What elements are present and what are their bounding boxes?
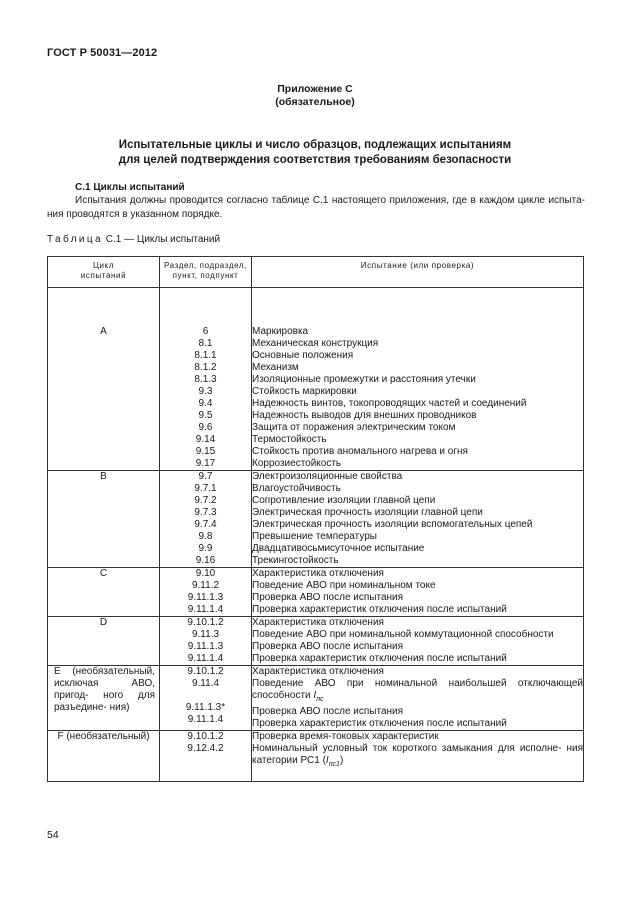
table-row: [48, 288, 584, 471]
table-row: [48, 731, 584, 782]
document-header: ГОСТ Р 50031—2012: [47, 47, 158, 59]
table-row: [48, 617, 584, 666]
test-cell: Маркировка Механическая конструкция Основные положения Механизм Изоляционные промежутки и расстояния утечки Стойкость маркировки Надежность винтов, токопроводящих частей и соединений Надежность выводов для внешних проводников Защита от поражения электрическим током Термостойкость Стойкость против аномального нагрева и огня Коррозиестойкость: [252, 288, 584, 471]
test-cell: Электроизоляционные свойства Влагоустойчивость Сопротивление изоляции главной цепи Электрическая прочность изоляции главной цепи Электрическая прочность изоляции вспомогательных цепей Превышение температуры Двадцативосьмисуточное испытание Трекингостойкость: [252, 471, 584, 568]
cycle-cell: E (необязательный, исключая АВО, пригод- ного для разъедине- ния): [48, 666, 160, 731]
table-header-row: [48, 257, 584, 288]
cycle-cell: C: [48, 568, 160, 617]
header-cycle: Цикл испытаний: [48, 257, 160, 288]
table-caption: [47, 234, 220, 245]
page-number: 54: [47, 829, 59, 841]
clause-cell: 9.10.1.2 9.11.3 9.11.1.3 9.11.1.4: [160, 617, 252, 666]
clause-cell: 9.10.1.2 9.12.4.2: [160, 731, 252, 782]
test-cell: Характеристика отключения Поведение АВО при номинальной коммутационной способности Проверка АВО после испытания Проверка характеристик отключения после испытаний: [252, 617, 584, 666]
clause-cell: 9.10 9.11.2 9.11.1.3 9.11.1.4: [160, 568, 252, 617]
annex-status: (обязательное): [275, 96, 355, 108]
test-cycles-table: [47, 256, 584, 782]
test-cell: Характеристика отключения Поведение АВО при номинальном токе Проверка АВО после испытания Проверка характеристик отключения после испытаний: [252, 568, 584, 617]
test-cell: Характеристика отключения Поведение АВО при номинальной наибольшей отключающей способности $I_{пс}$ Проверка АВО после испытания Проверка характеристик отключения после испытаний: [252, 666, 583, 729]
table-row: [48, 666, 584, 731]
page-title-line2: для целей подтверждения соответствия требованиям безопасности: [118, 154, 512, 166]
cycle-cell: D: [48, 617, 160, 666]
table-row: [48, 471, 584, 568]
page-title-line1: Испытательные циклы и число образцов, подлежащих испытаниям: [118, 139, 512, 151]
cycle-cell: B: [48, 471, 160, 568]
clause-cell: 9.7 9.7.1 9.7.2 9.7.3 9.7.4 9.8 9.9 9.16: [160, 471, 252, 568]
current-symbol: $I_{пс}$: [313, 690, 324, 703]
cycle-cell: F (необязательный): [48, 731, 160, 782]
section-heading: С.1 Циклы испытаний: [75, 182, 185, 193]
header-test: Испытание (или проверка): [252, 257, 584, 288]
table-caption-prefix: Таблица: [47, 234, 104, 245]
annex-title: Приложение С: [277, 83, 353, 95]
clause-cell: 6 8.1 8.1.1 8.1.2 8.1.3 9.3 9.4 9.5 9.6 9.14 9.15 9.17: [160, 288, 252, 471]
test-cell: Проверка время-токовых характеристик Номинальный условный ток короткого замыкания для исполне- ния категории РС1 $(I_{пс1})$: [252, 731, 584, 782]
header-clause: Раздел, подраздел, пункт, подпункт: [160, 257, 252, 288]
current-symbol: $I_{пс1}$: [325, 755, 340, 768]
clause-cell: 9.10.1.2 9.11.4 9.11.1.3* 9.11.1.4: [160, 666, 252, 731]
table-caption-text: С.1 — Циклы испытаний: [105, 234, 221, 245]
cycle-cell: A: [48, 288, 160, 471]
section-paragraph: Испытания должны проводится согласно таблице С.1 настоящего приложения, где в каждом цикле испыта- ния проводятся в указанном порядке.: [47, 195, 585, 220]
table-row: [48, 568, 584, 617]
